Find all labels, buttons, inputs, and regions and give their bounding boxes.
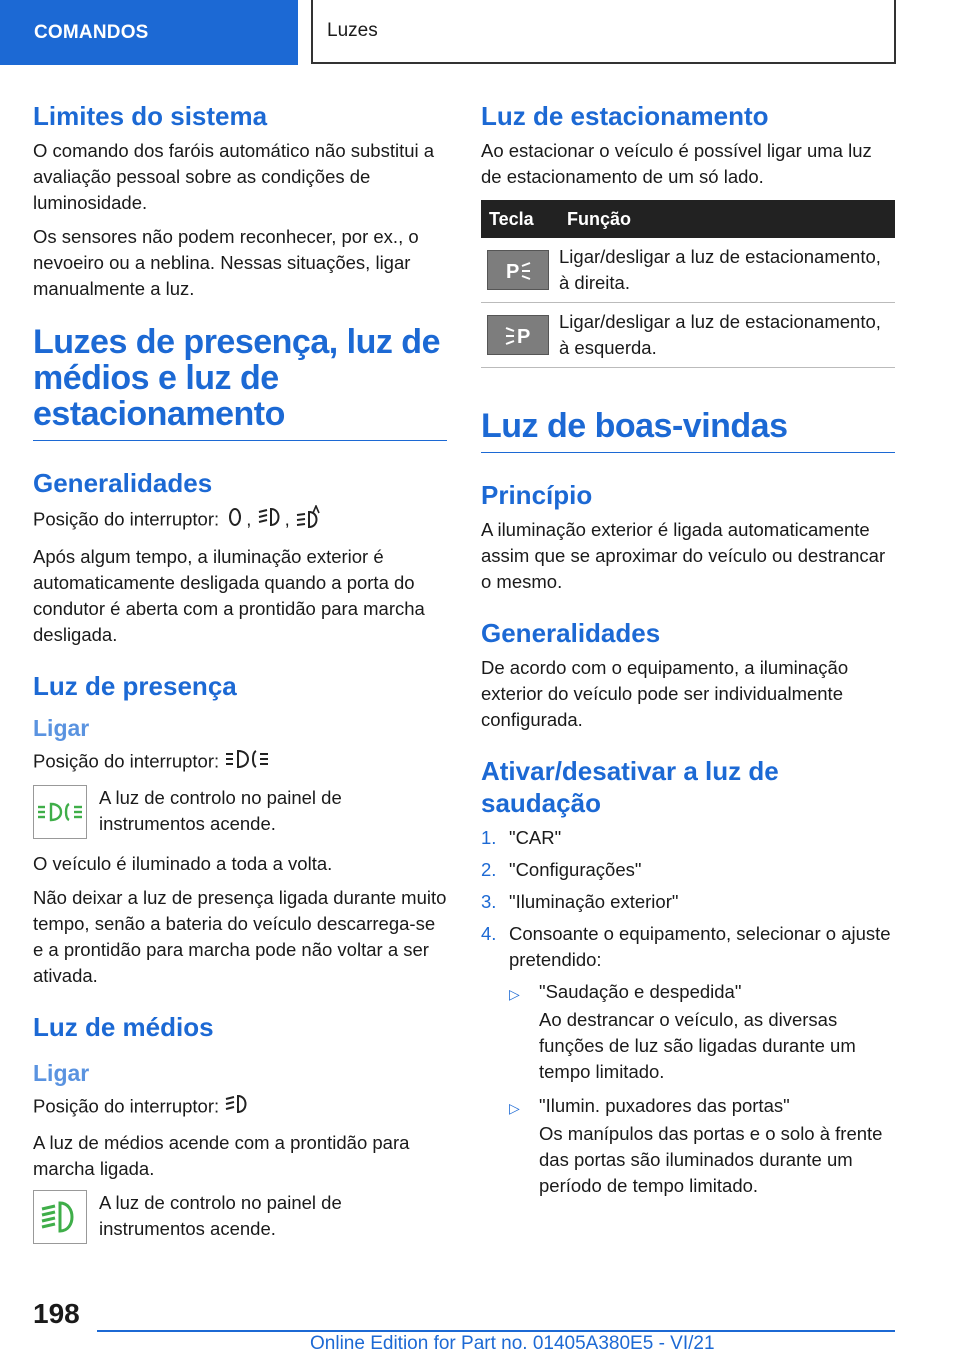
estacionamento-paragraph: Ao estacionar o veículo é possível ligar uma luz de estacionamento de um só lado.	[481, 140, 872, 187]
switch-position-label: Posição do interruptor:	[33, 508, 220, 530]
page-number: 198	[33, 1298, 80, 1329]
sub-options	[509, 979, 895, 1199]
medios-heading: Luz de médios	[33, 1012, 214, 1042]
limites-heading: Limites do sistema	[33, 101, 268, 131]
left-column	[33, 100, 447, 1256]
switch-off-icon	[224, 506, 246, 535]
limites-paragraph-2: Os sensores não podem reconhecer, por ex., o nevoeiro ou a neblina. Nessas situações, ligar manualmente a luz.	[33, 226, 419, 299]
principio-paragraph: A iluminação exterior é ligada automaticamente assim que se aproximar do veículo ou destrancar o mesmo.	[481, 519, 886, 592]
ligar-medios-heading: Ligar	[33, 1060, 90, 1086]
parking-light-indicator-icon	[33, 785, 87, 839]
parking-light-right-icon	[487, 250, 549, 290]
medios-switch-line	[33, 1093, 447, 1122]
parking-light-icon	[224, 748, 270, 777]
switch-position-label: Posição do interruptor:	[33, 1095, 220, 1117]
parking-light-left-icon	[487, 315, 549, 355]
auto-headlight-icon	[295, 505, 323, 536]
low-beam-indicator-icon	[33, 1190, 87, 1244]
chapter-tab	[311, 0, 896, 64]
medios-indicator-note	[33, 1190, 447, 1244]
generalidades-paragraph: Após algum tempo, a iluminação exterior é automaticamente desligada quando a porta do condutor é aberta com a prontidão para marcha desligada.	[33, 546, 425, 645]
estacionamento-heading: Luz de estacionamento	[481, 101, 769, 131]
right-column	[481, 100, 895, 1207]
main-heading: Luzes de presença, luz de médios e luz de estacionamento	[33, 324, 447, 441]
edition-footer: Online Edition for Part no. 01405A380E5 - VI/21	[310, 1333, 715, 1354]
low-beam-icon	[224, 1093, 252, 1122]
triangle-bullet-icon: ▷	[509, 1100, 520, 1116]
list-item: 2. "Configurações"	[481, 859, 642, 880]
sub-option: ▷ "Saudação e despedida"	[509, 979, 895, 1007]
medios-indicator-text: A luz de controlo no painel de instrumentos acende.	[99, 1192, 342, 1239]
presenca-indicator-note	[33, 785, 447, 839]
table-cell-function: Ligar/desligar a luz de estacionamento, à direita.	[559, 238, 895, 303]
principio-heading: Princípio	[481, 480, 593, 510]
boas-vindas-heading: Luz de boas-vindas	[481, 408, 895, 453]
steps-list	[481, 825, 895, 973]
switch-position-label: Posição do interruptor:	[33, 750, 220, 772]
section-label: COMANDOS	[34, 21, 149, 43]
generalidades-heading: Generalidades	[33, 468, 213, 498]
sub-option: ▷ "Ilumin. puxadores das portas"	[509, 1093, 895, 1121]
medios-paragraph: A luz de médios acende com a prontidão para marcha ligada.	[33, 1132, 410, 1179]
presenca-indicator-text: A luz de controlo no painel de instrumentos acende.	[99, 787, 342, 834]
svg-text:P: P	[506, 261, 520, 282]
switch-positions-line	[33, 505, 447, 536]
sub-option-description: Ao destrancar o veículo, as diversas funções de luz são ligadas durante um tempo limitado.	[539, 1009, 856, 1082]
table-row	[481, 238, 895, 303]
presenca-heading: Luz de presença	[33, 671, 237, 701]
section-tab	[0, 0, 298, 65]
presenca-switch-line	[33, 748, 447, 777]
position-separator: ,	[246, 508, 252, 530]
table-header-tecla: Tecla	[481, 200, 559, 238]
limites-paragraph-1: O comando dos faróis automático não substitui a avaliação pessoal sobre as condições de luminosidade.	[33, 140, 435, 213]
low-beam-icon	[257, 506, 285, 535]
position-separator: ,	[284, 508, 290, 530]
table-cell-function: Ligar/desligar a luz de estacionamento, à esquerda.	[559, 303, 895, 368]
list-item: 4. Consoante o equipamento, selecionar o ajuste pretendido:	[481, 923, 891, 970]
list-item: 1. "CAR"	[481, 827, 562, 848]
generalidades-right-heading: Generalidades	[481, 618, 661, 648]
table-header-funcao: Função	[559, 200, 895, 238]
presenca-paragraph-1: O veículo é iluminado a toda a volta.	[33, 853, 333, 874]
generalidades-right-paragraph: De acordo com o equipamento, a iluminação exterior do veículo pode ser individualmente configurada.	[481, 657, 849, 730]
table-row	[481, 303, 895, 368]
svg-text:P: P	[517, 326, 531, 347]
presenca-paragraph-2: Não deixar a luz de presença ligada durante muito tempo, senão a bateria do veículo descarrega-se e a prontidão para marcha pode não voltar a ser ativada.	[33, 887, 447, 986]
ligar-presenca-heading: Ligar	[33, 715, 90, 741]
list-item: 3. "Iluminação exterior"	[481, 891, 679, 912]
footer-divider	[97, 1330, 895, 1332]
sub-option-description: Os manípulos das portas e o solo à frente das portas são iluminados durante um período de tempo limitado.	[539, 1123, 883, 1196]
parking-light-table	[481, 200, 895, 368]
triangle-bullet-icon: ▷	[509, 986, 520, 1002]
chapter-label: Luzes	[327, 20, 378, 41]
ativar-heading: Ativar/desativar a luz de saudação	[481, 756, 779, 818]
